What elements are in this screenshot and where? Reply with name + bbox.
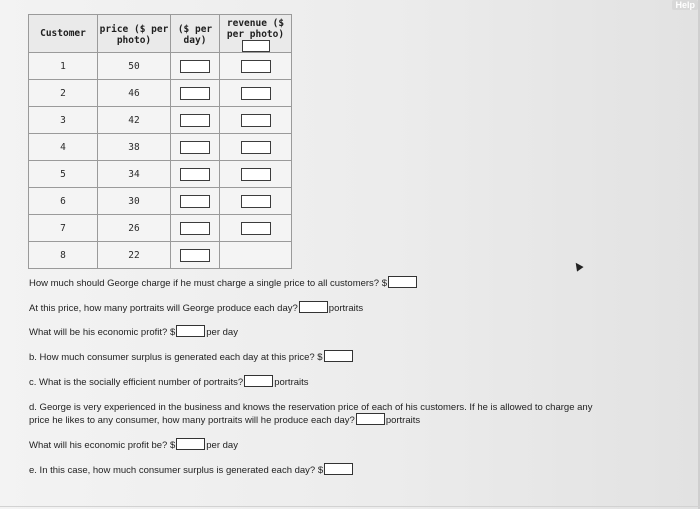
answer-input[interactable] — [241, 114, 271, 127]
answer-input[interactable] — [180, 114, 210, 127]
revenue-cell — [220, 53, 292, 80]
customer-cell: 2 — [29, 80, 98, 107]
mouse-cursor-icon — [572, 260, 583, 271]
customer-cell: 4 — [29, 134, 98, 161]
customer-cell: 3 — [29, 107, 98, 134]
answer-input[interactable] — [241, 195, 271, 208]
revenue-cell — [220, 242, 292, 269]
unit-label: portraits — [385, 415, 421, 426]
revenue-cell — [220, 107, 292, 134]
single-price-input[interactable] — [388, 276, 417, 288]
efficient-portraits-input[interactable] — [244, 375, 273, 387]
cost-cell — [171, 107, 220, 134]
price-cell: 38 — [98, 134, 171, 161]
table-row — [29, 161, 292, 188]
answer-input[interactable] — [180, 168, 210, 181]
question-surplus-discrimination — [29, 463, 354, 476]
unit-label: portraits — [274, 377, 309, 388]
header-customer: Customer — [29, 15, 98, 53]
cost-cell — [171, 80, 220, 107]
unit-label: per day — [206, 327, 238, 338]
answer-input[interactable] — [180, 249, 210, 262]
cost-cell — [171, 53, 220, 80]
customer-cell: 7 — [29, 215, 98, 242]
table-row — [29, 80, 292, 107]
table-header-row — [29, 15, 292, 53]
answer-input[interactable] — [241, 141, 271, 154]
revenue-cell — [220, 161, 292, 188]
question-text-line2: price he likes to any consumer, how many portraits will he produce each day? — [29, 415, 355, 426]
table-row — [29, 188, 292, 215]
question-text: How much should George charge if he must charge a single price to all customers? $ — [29, 278, 388, 289]
question-text: b. How much consumer surplus is generated each day at this price? $ — [29, 352, 323, 363]
price-cell: 50 — [98, 53, 171, 80]
customer-cell: 6 — [29, 188, 98, 215]
table-row — [29, 242, 292, 269]
table-row — [29, 134, 292, 161]
customer-cell: 1 — [29, 53, 98, 80]
question-single-price — [29, 276, 418, 289]
price-cell: 46 — [98, 80, 171, 107]
help-link[interactable]: Help — [672, 0, 698, 10]
table-row — [29, 215, 292, 242]
cost-cell — [171, 188, 220, 215]
answer-input[interactable] — [180, 60, 210, 73]
question-portraits — [29, 301, 363, 314]
price-cell: 42 — [98, 107, 171, 134]
answer-input[interactable] — [180, 222, 210, 235]
unit-label: portraits — [328, 303, 364, 314]
cost-cell — [171, 134, 220, 161]
customer-cell: 5 — [29, 161, 98, 188]
answer-input[interactable] — [180, 87, 210, 100]
customer-cell: 8 — [29, 242, 98, 269]
data-table — [28, 14, 292, 269]
table-row — [29, 53, 292, 80]
revenue-cell — [220, 188, 292, 215]
answer-input[interactable] — [180, 195, 210, 208]
cost-cell — [171, 242, 220, 269]
answer-input[interactable] — [241, 60, 271, 73]
question-text: At this price, how many portraits will George produce each day? — [29, 303, 298, 314]
profit-input[interactable] — [176, 325, 205, 337]
divider — [0, 506, 700, 507]
question-text: What will his economic profit be? $ — [29, 440, 176, 451]
question-consumer-surplus — [29, 350, 354, 363]
question-text: e. In this case, how much consumer surplus is generated each day? $ — [29, 465, 324, 476]
answer-input[interactable] — [241, 87, 271, 100]
answer-input[interactable] — [241, 168, 271, 181]
revenue-cell — [220, 215, 292, 242]
header-answer-input[interactable] — [242, 40, 270, 52]
price-cell: 30 — [98, 188, 171, 215]
answer-input[interactable] — [241, 222, 271, 235]
question-profit — [29, 325, 238, 338]
discrimination-portraits-input[interactable] — [356, 413, 385, 425]
question-text: c. What is the socially efficient number of portraits? — [29, 377, 244, 388]
price-cell: 34 — [98, 161, 171, 188]
question-text: What will be his economic profit? $ — [29, 327, 176, 338]
answer-input[interactable] — [180, 141, 210, 154]
header-price: price ($ per photo) — [98, 15, 171, 53]
revenue-cell — [220, 134, 292, 161]
question-profit-discrimination — [29, 438, 238, 451]
price-cell: 26 — [98, 215, 171, 242]
discrimination-surplus-input[interactable] — [324, 463, 353, 475]
header-revenue: revenue ($ per photo) — [220, 15, 292, 53]
cost-cell — [171, 161, 220, 188]
price-cell: 22 — [98, 242, 171, 269]
question-text-line1: d. George is very experienced in the business and knows the reservation price of each of his customers. If he is allowed to charge any — [29, 402, 593, 413]
unit-label: per day — [206, 440, 238, 451]
cost-cell — [171, 215, 220, 242]
consumer-surplus-input[interactable] — [324, 350, 353, 362]
table-row — [29, 107, 292, 134]
revenue-cell — [220, 80, 292, 107]
question-efficient-portraits — [29, 375, 309, 388]
question-price-discrimination — [29, 402, 689, 426]
header-cost: ($ per day) — [171, 15, 220, 53]
portraits-input[interactable] — [299, 301, 328, 313]
discrimination-profit-input[interactable] — [176, 438, 205, 450]
